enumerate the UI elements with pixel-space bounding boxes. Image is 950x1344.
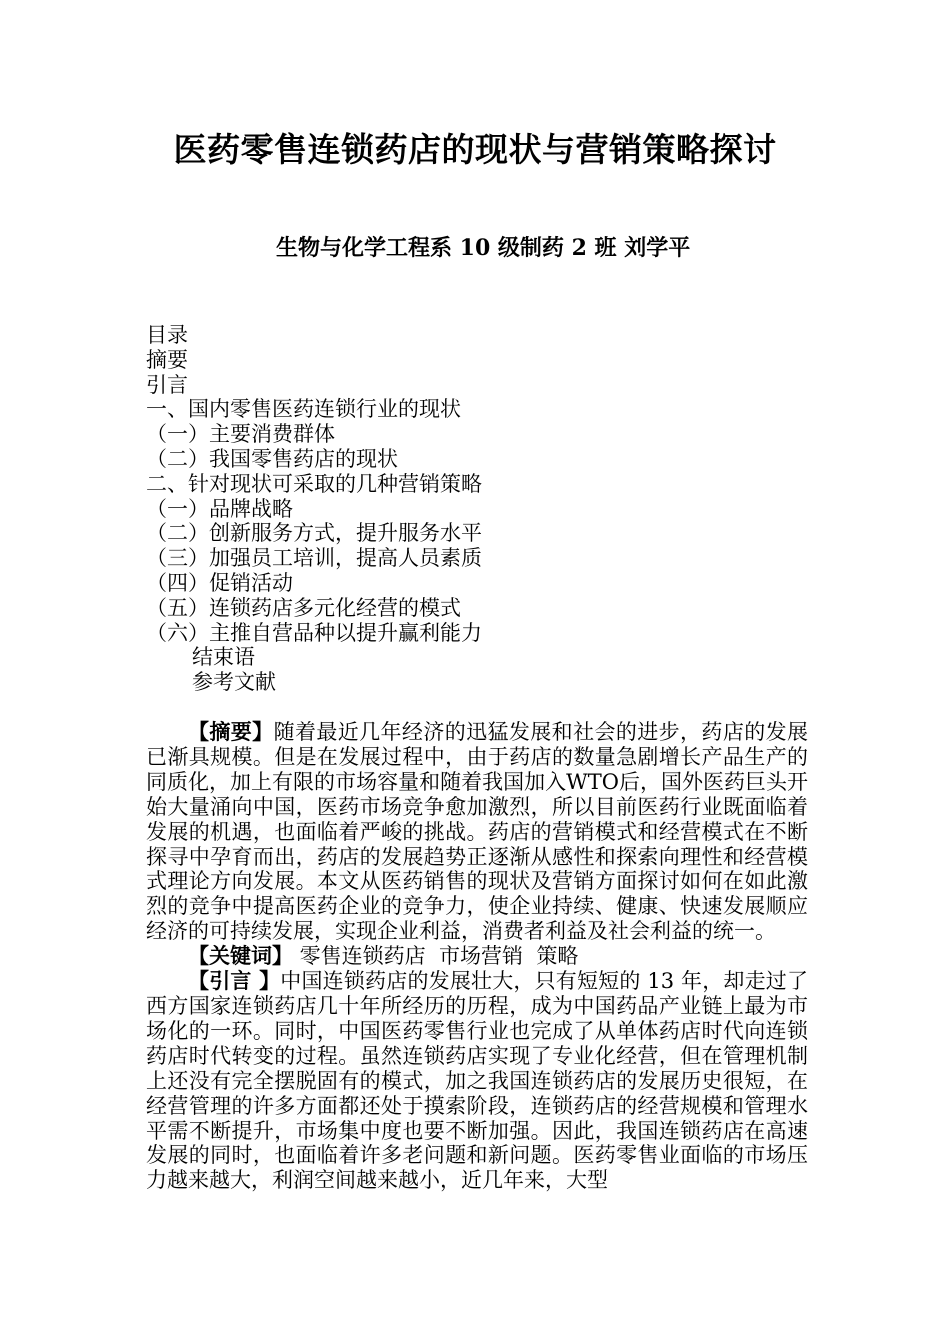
toc-item: （四）促销活动 xyxy=(146,570,293,595)
keywords-tag: 【关键词】 xyxy=(188,943,293,969)
toc-item: （五）连锁药店多元化经营的模式 xyxy=(146,595,461,620)
table-of-contents xyxy=(146,323,482,695)
toc-item: （六）主推自营品种以提升赢利能力 xyxy=(146,620,482,645)
toc-item: （三）加强员工培训，提高人员素质 xyxy=(146,546,482,571)
introduction-paragraph xyxy=(146,969,808,1193)
author-line: 生物与化学工程系 10 级制药 2 班 刘学平 xyxy=(276,235,691,261)
toc-item: （二）创新服务方式，提升服务水平 xyxy=(146,521,482,546)
introduction-tag: 【引言 】 xyxy=(188,968,281,994)
toc-item: （一）品牌战略 xyxy=(146,496,293,521)
toc-item: 二、针对现状可采取的几种营销策略 xyxy=(146,471,482,496)
keywords-paragraph xyxy=(146,944,808,969)
toc-item-conclusion: 结束语 xyxy=(192,645,255,670)
body-text xyxy=(146,720,808,1193)
introduction-text: 中国连锁药店的发展壮大，只有短短的 13 年，却走过了西方国家连锁药店几十年所经历的历程，成为中国药品产业链上最为市场化的一环。同时，中国医药零售行业也完成了从单体药店时代向连锁药店时代转变的过程。虽然连锁药店实现了专业化经营，但在管理机制上还没有完全摆脱固有的模式，加之我国连锁药店的发展历史很短，在经营管理的许多方面都还处于摸索阶段，连锁药店的经营规模和管理水平需不断提升，市场集中度也要不断加强。因此，我国连锁药店在高速发展的同时，也面临着许多老问题和新问题。医药零售业面临的市场压力越来越大，利润空间越来越小，近几年来，大型 xyxy=(146,969,808,1193)
toc-item: 摘要 xyxy=(146,347,188,372)
abstract-paragraph xyxy=(146,720,808,944)
toc-item: 目录 xyxy=(146,323,188,347)
toc-item-references: 参考文献 xyxy=(192,670,276,695)
toc-item: （二）我国零售药店的现状 xyxy=(146,446,398,471)
toc-item: （一）主要消费群体 xyxy=(146,422,335,447)
toc-item: 一、国内零售医药连锁行业的现状 xyxy=(146,397,461,422)
abstract-tag: 【摘要】 xyxy=(188,719,274,744)
toc-item: 引言 xyxy=(146,372,188,397)
document-title: 医药零售连锁药店的现状与营销策略探讨 xyxy=(173,130,777,169)
keywords-text: 零售连锁药店 市场营销 策略 xyxy=(293,944,579,969)
abstract-text: 随着最近几年经济的迅猛发展和社会的进步，药店的发展已渐具规模。但是在发展过程中，由于药店的数量急剧增长产品生产的同质化，加上有限的市场容量和随着我国加入WTO后，国外医药巨头开始大量涌向中国，医药市场竞争愈加激烈，所以目前医药行业既面临着发展的机遇，也面临着严峻的挑战。药店的营销模式和经营模式在不断探寻中孕育而出，药店的发展趋势正逐渐从感性和探索向理性和经营模式理论方向发展。本文从医药销售的现状及营销方面探讨如何在如此激烈的竞争中提高医药企业的竞争力，使企业持续、健康、快速发展顺应经济的可持续发展，实现企业利益，消费者利益及社会利益的统一。 xyxy=(146,720,809,944)
